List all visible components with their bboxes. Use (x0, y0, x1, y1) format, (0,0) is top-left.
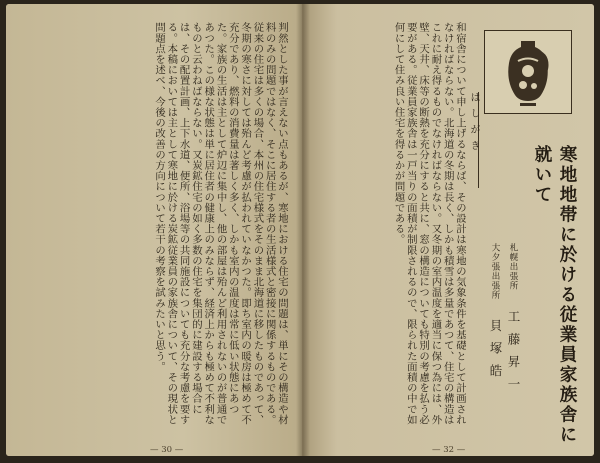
right-page-body-text: 和宿舎について申し上げるならば、その設計は寒地の気象条件を基礎として計画されなければならない。北海道の冬期は長く、しかも積雪は多量であつて、住宅の構造はこれに耐え得るものでなければならない。又冬期の室内温度を適当に保つ為には、外壁、天井、床等の断熱を充分にすると共に、窓の構造についても特別の考慮を払う必要がある。従業員家族舎は一戸当りの面積が制限されるので、限られた面積の中で如何にして住み良い住宅を得るかが問題である。 (392, 22, 466, 425)
author-affiliation: 大夕張出張所 (490, 243, 500, 300)
vase-illustration (484, 30, 572, 114)
article-title: 寒地地帯に於ける従業員家族舎に就いて (532, 145, 577, 445)
vase-icon (485, 31, 571, 113)
section-heading: はしがき (468, 92, 479, 156)
author-2 (486, 243, 505, 387)
author-name: 貝塚皓 (488, 319, 503, 387)
author-name: 工藤昇一 (506, 309, 521, 400)
author-affiliation: 札幌出張所 (508, 243, 518, 291)
page-number-left: — 30 — (150, 445, 184, 455)
author-1 (504, 243, 523, 400)
left-page-body-text: 判然とした事が言えない点もあるが、寒地における住宅の問題は、単にその構造や材料のみの問題ではなく、そこに居住する者の生活様式と密接に関係するものである。従来の住宅は多くの場合、本州の住宅様式をそのまま北海道に移したものであって、冬期の寒さに対しては殆んど考慮が払われていなかつた。即ち室内の暖房は極めて不充分であり、燃料の消費量は著しく多く、しかも室内の温度は常に低い状態にあつた。家族の生活は主として炉辺に集中し、他の部屋は殆んど利用されないのが普通であつた。この様な状態は単に居住者の健康上のみならず、経済上からも極めて不利なものと云わねばならない。又炭鉱住宅の如く多数の住宅を集団的に建設する場合には、その配置計画、上下水道、便所、浴場等の共同施設についても充分な考慮を要する。本稿においては主として寒地に於ける炭鉱従業員の家族舎について、その現状と問題点を述べ、今後の改善の方向について若干の考察を試みたいと思う。 (153, 22, 288, 425)
page-number-right: — 32 — (432, 445, 466, 455)
